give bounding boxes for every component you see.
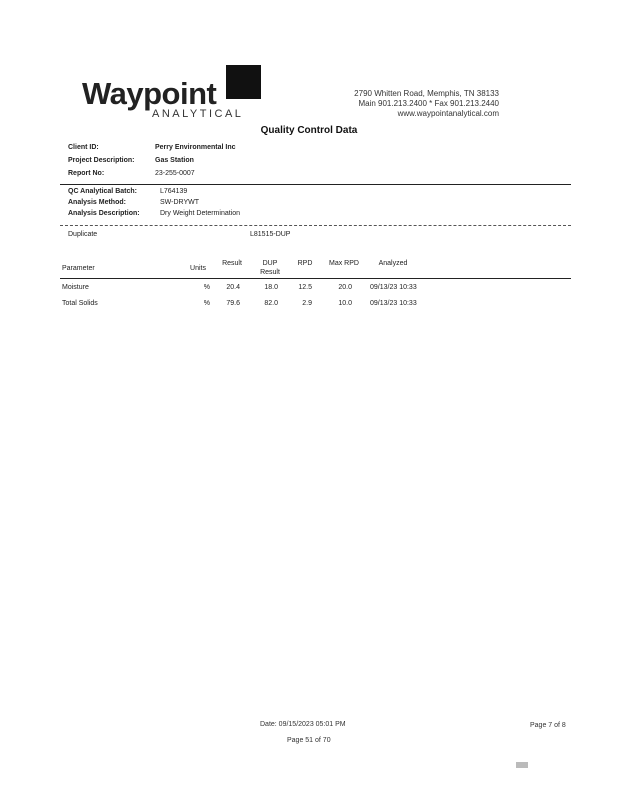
column-header-parameter: Parameter [62,265,95,272]
analysis-method-label: Analysis Method: [68,199,126,206]
cell-units: % [203,300,210,307]
table-header-rule [60,278,571,279]
cell-units: % [203,284,210,291]
analysis-description-value: Dry Weight Determination [160,210,241,217]
cell-result: 79.6 [226,300,240,307]
cell-rpd: 2.9 [302,300,312,307]
client-id-label: Client ID: [68,144,99,151]
cell-result: 20.4 [226,284,240,291]
qc-batch-label: QC Analytical Batch: [68,188,137,195]
column-header-rpd: RPD [297,260,313,267]
logo-square-icon [226,65,261,99]
cell-max-rpd: 20.0 [338,284,352,291]
company-logo-wordmark: Waypoint [82,76,217,111]
report-number-value: 23-255-0007 [155,170,195,177]
column-header-dup-result: DUP Result [260,260,280,276]
cell-dup-result: 18.0 [264,284,278,291]
project-description-label: Project Description: [68,157,135,164]
cell-parameter: Moisture [62,284,89,291]
column-header-units: Units [190,265,206,272]
section-label: Duplicate [68,231,98,238]
company-logo-subtitle: ANALYTICAL [152,108,244,120]
divider [60,225,571,226]
column-header-max-rpd: Max RPD [329,260,359,267]
cell-analyzed: 09/13/23 10:33 [370,300,417,307]
page-title: Quality Control Data [260,125,358,136]
divider [60,184,571,185]
website-link[interactable]: www.waypointanalytical.com [397,109,499,118]
column-header-analyzed: Analyzed [378,260,408,267]
analysis-description-label: Analysis Description: [68,210,140,217]
cell-max-rpd: 10.0 [338,300,352,307]
scan-mark-icon [516,762,528,768]
address-line: 2790 Whitten Road, Memphis, TN 38133 [354,89,499,98]
cell-rpd: 12.5 [298,284,312,291]
report-number-label: Report No: [68,170,105,177]
qc-batch-value: L764139 [160,188,188,195]
client-id-value: Perry Environmental Inc [155,144,236,151]
footer-page-number: Page 7 of 8 [530,722,566,729]
footer-page-sub: Page 51 of 70 [287,737,331,744]
column-header-result: Result [222,260,242,267]
footer-date: Date: 09/15/2023 05:01 PM [260,721,346,728]
sample-id: L81515-DUP [250,231,291,238]
cell-analyzed: 09/13/23 10:33 [370,284,417,291]
project-description-value: Gas Station [155,157,194,164]
cell-dup-result: 82.0 [264,300,278,307]
cell-parameter: Total Solids [62,300,98,307]
analysis-method-value: SW-DRYWT [160,199,200,206]
phone-fax-line: Main 901.213.2400 * Fax 901.213.2440 [358,99,499,108]
